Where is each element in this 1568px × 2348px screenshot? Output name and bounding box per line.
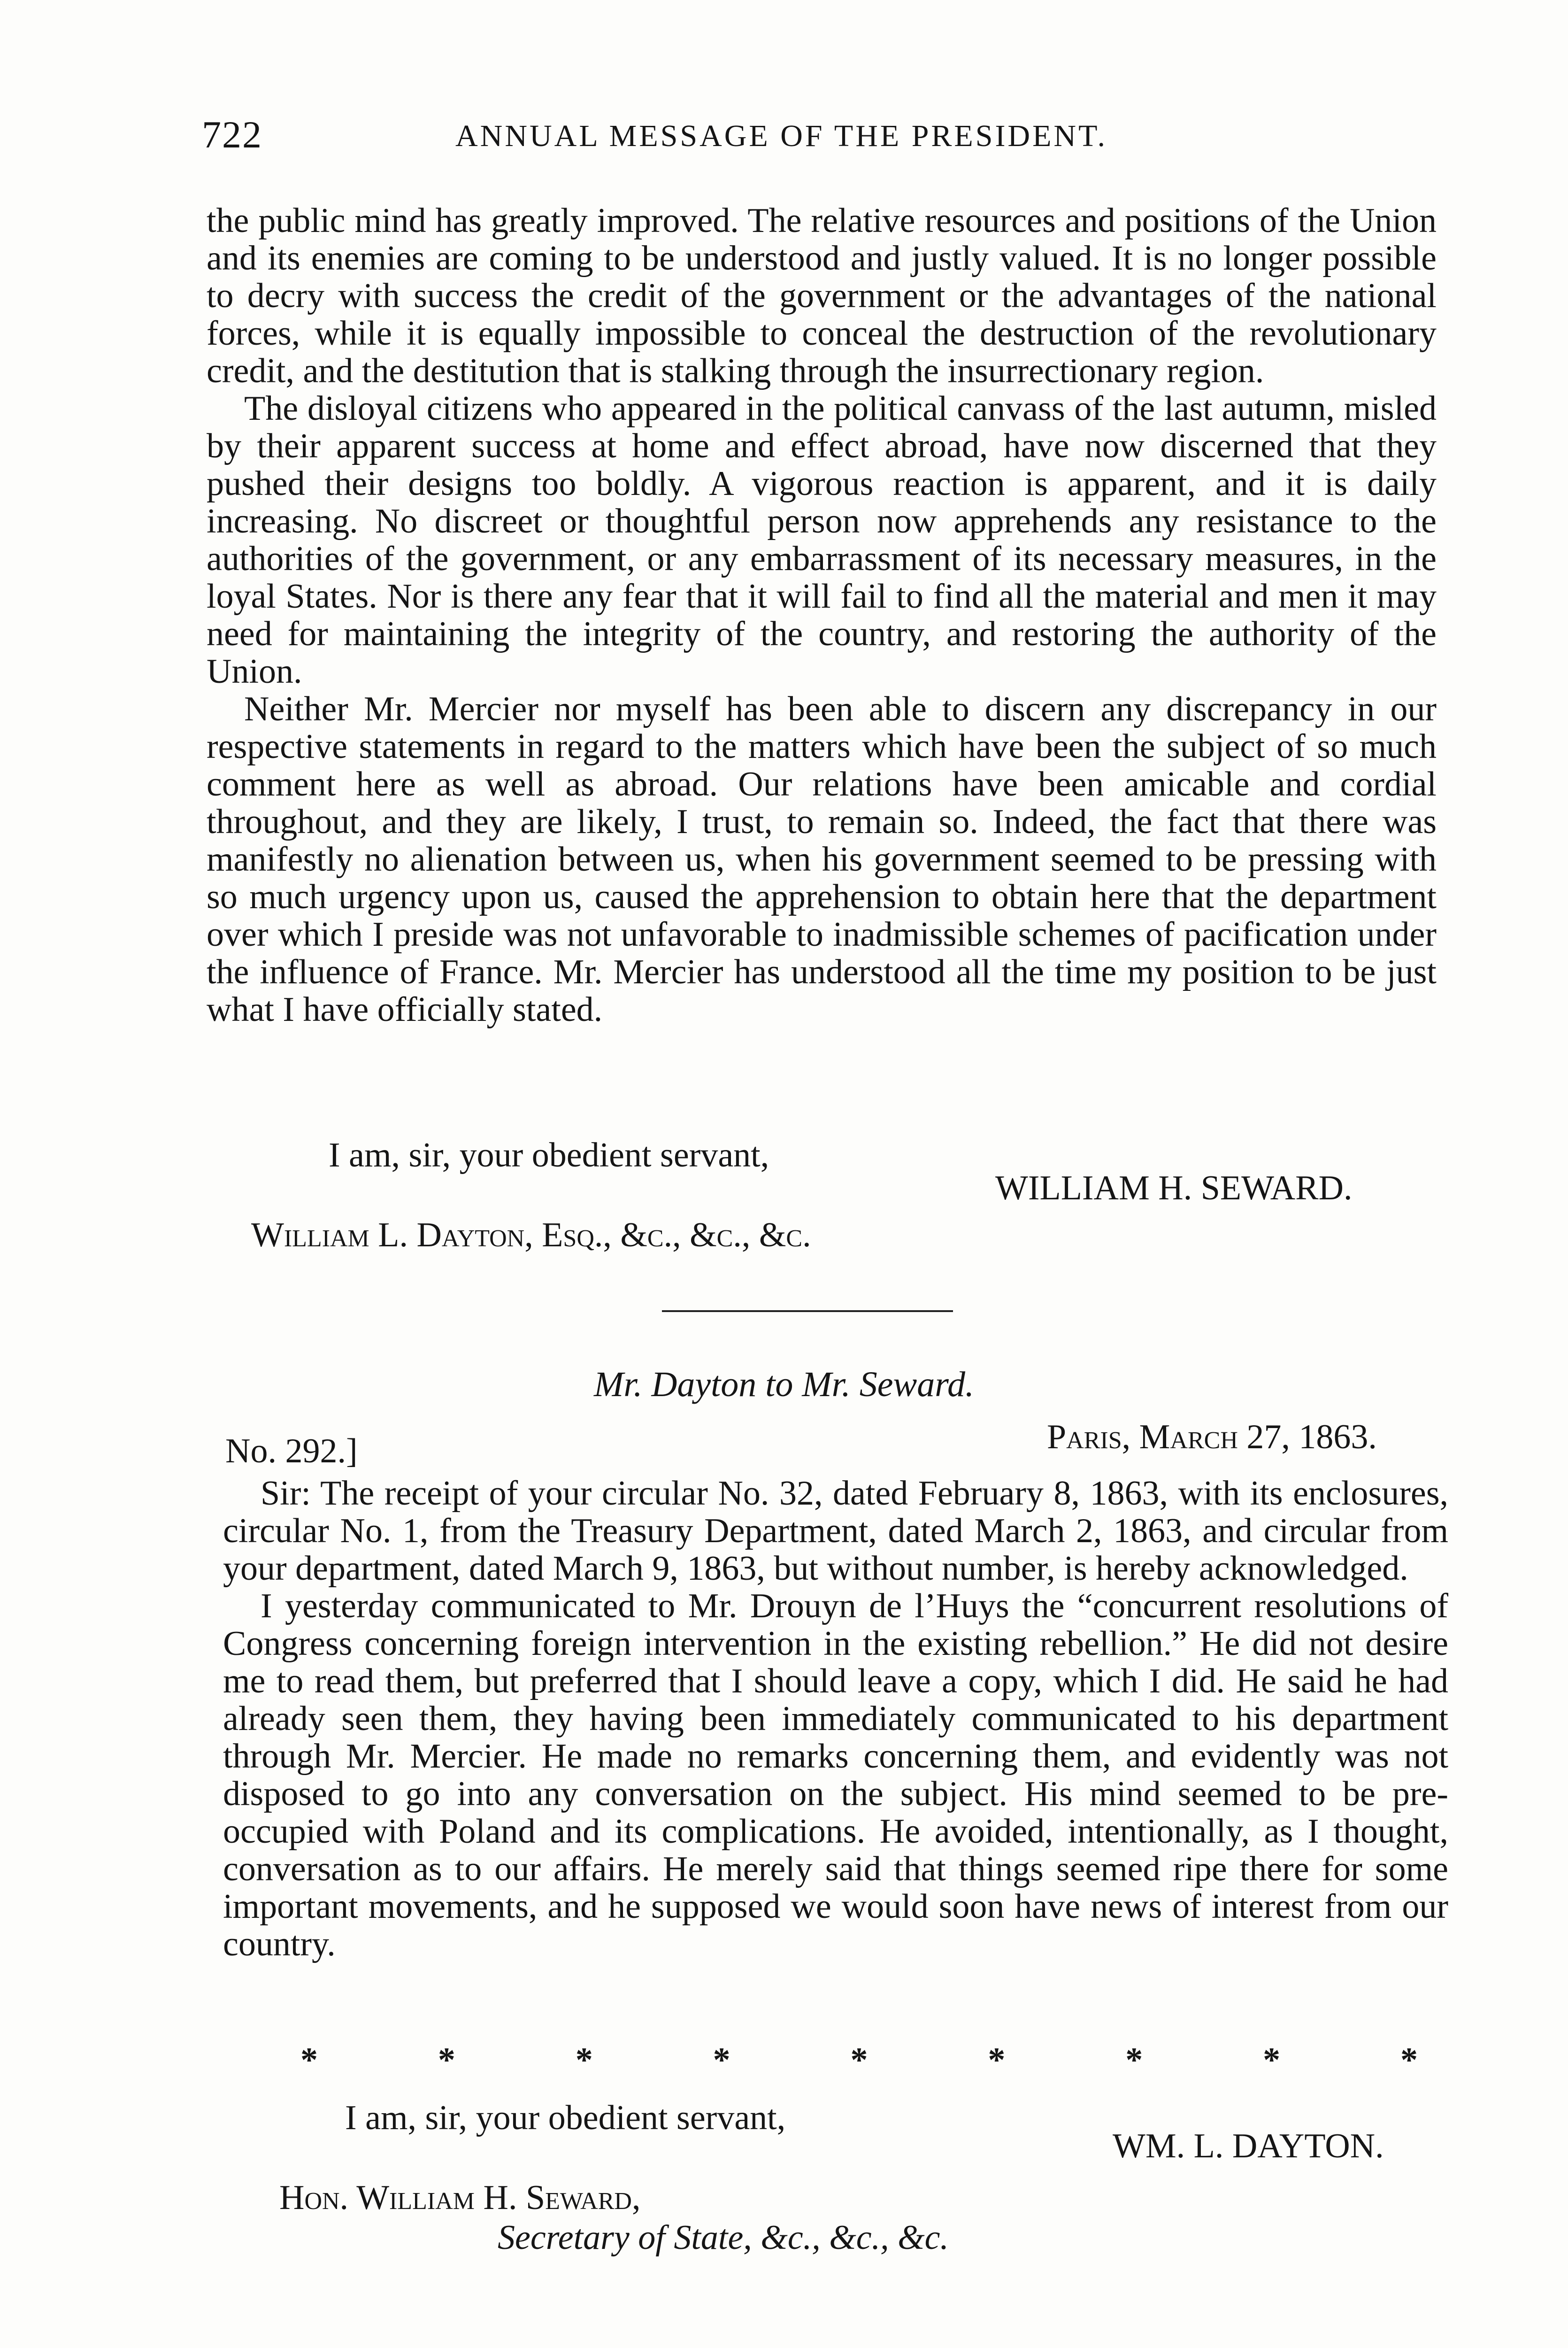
star: * [1125, 2041, 1143, 2079]
letter2-addressee-name: Hon. William H. Seward, [279, 2178, 641, 2217]
despatch-number: No. 292.] [225, 1432, 358, 1470]
star: * [713, 2041, 730, 2079]
ellipsis-stars [300, 2040, 1418, 2080]
paragraph: Neither Mr. Mercier nor myself has been able to discern any discrepancy in our respective statements in regard to the matters which have been the subject of so much comment here as well as abroad. Our relations have been amicable and cordial throughout, and they are likely, I trust, to remain so. Indeed, the fact that there was manifestly no alienation between us, when his government seemed to be pressing with so much urgency upon us, caused the apprehension to obtain here that the department over which I preside was not unfavorable to inadmissible schemes of pacification under the influence of France. Mr. Mercier has understood all the time my position to be just what I have officially stated. [207, 690, 1437, 1029]
star: * [575, 2041, 593, 2079]
letter2-closing: I am, sir, your obedient servant, [345, 2099, 786, 2137]
star: * [988, 2041, 1006, 2079]
star: * [1263, 2041, 1281, 2079]
running-title: ANNUAL MESSAGE OF THE PRESIDENT. [455, 119, 1107, 153]
paragraph: I yesterday communicated to Mr. Drouyn de l’Huys the “concurrent resolutions of Congress concerning foreign intervention in the existing rebellion.” He did not desire me to read them, but preferred that I should leave a copy, which I did. He said he had already seen them, they having been immediately communicated to his department through Mr. Mercier. He made no remarks concerning them, and evidently was not disposed to go into any conversation on the subject. His mind seemed to be pre-occupied with Poland and its complications. He avoided, intentionally, as I thought, conversation as to our affairs. He merely said that things seemed ripe there for some important movements, and he supposed we would soon have news of interest from our country. [223, 1587, 1448, 1963]
letter1-signature: WILLIAM H. SEWARD. [995, 1169, 1353, 1207]
page-number: 722 [202, 113, 262, 156]
letter1-addressee: William L. Dayton, Esq., &c., &c., &c. [251, 1216, 811, 1254]
letter2-heading: Mr. Dayton to Mr. Seward. [594, 1365, 974, 1404]
star: * [438, 2041, 455, 2079]
letter2-addressee-title: Secretary of State, &c., &c., &c. [498, 2218, 949, 2257]
star: * [850, 2041, 868, 2079]
running-head [202, 113, 1460, 164]
place-date: Paris, March 27, 1863. [1047, 1418, 1377, 1456]
letter2-signature: WM. L. DAYTON. [1113, 2127, 1384, 2165]
paragraph: Sir: The receipt of your circular No. 32, dated February 8, 1863, with its enclosures, circular No. 1, from the Treasury Department, dated March 2, 1863, and circular from your department, dated March 9, 1863, but without number, is hereby acknowledged. [223, 1474, 1448, 1588]
paragraph: The disloyal citizens who appeared in the political canvass of the last autumn, misled by their apparent success at home and effect abroad, have now discerned that they pushed their designs too boldly. A vigorous reaction is apparent, and it is daily increasing. No discreet or thoughtful person now apprehends any resistance to the authorities of the government, or any embarrassment of its necessary measures, in the loyal States. Nor is there any fear that it will fail to find all the material and men it may need for maintaining the integrity of the country, and restoring the authority of the Union. [207, 389, 1437, 691]
dayton-letter-body [223, 1475, 1448, 1963]
paragraph: the public mind has greatly improved. The relative resources and positions of the Union and its enemies are coming to be understood and justly valued. It is no longer possible to decry with success the credit of the government or the advantages of the national forces, while it is equally impossible to conceal the destruction of the revolutionary credit, and the destitution that is stalking through the insurrectionary region. [207, 201, 1437, 390]
section-divider [662, 1310, 953, 1312]
seward-letter-body [207, 202, 1437, 1028]
letter1-closing: I am, sir, your obedient servant, [329, 1136, 769, 1174]
star: * [300, 2041, 318, 2079]
star: * [1400, 2041, 1418, 2079]
